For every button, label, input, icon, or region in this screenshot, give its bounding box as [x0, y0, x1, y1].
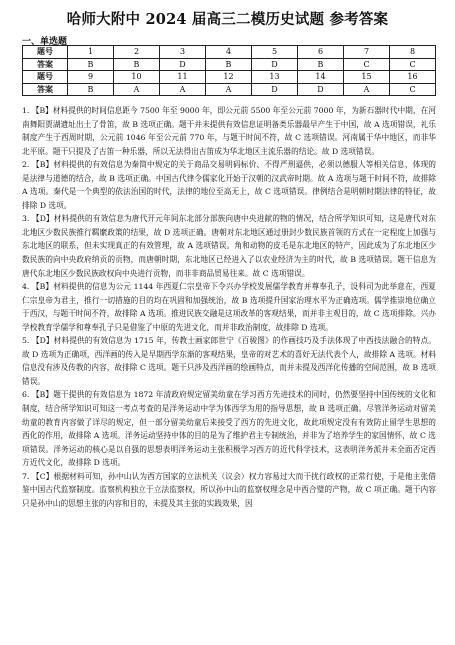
table-cell: D	[160, 58, 206, 71]
table-cell: 13	[252, 71, 298, 84]
table-row	[23, 71, 436, 84]
table-cell: B	[68, 58, 114, 71]
table-row	[23, 83, 436, 96]
explanation-paragraph: 6. 【B】题干提供的有效信息为 1872 年清政府规定留美幼童在学习西方先进技术的同时，仍然要坚持中国传统的文化和制度，结合所学知识可知这一考点考查的是洋务运动中学为体西学为用的指导思想，故 B 选项正确。尽管洋务运动对留美幼童的教育内容做了详尽的规定，但一部分留美幼童后来接受了西方的先进文化，故此项规定没有有效防止留学生思想的西化的作用，故排除 A 选项。洋务运动坚持中体的目的是为了维护君主专制统治，并非为了培养学生的家国情怀，故 C 选项错误。洋务运动的核心是以自强的思想表明洋务运动主张积极学习西方的近代科学技术，这表明洋务派并未全面否定西方近代文化，故排除 D 选项。	[22, 390, 436, 468]
explanation-paragraph: 4. 【B】材料提供的信息为公元 1144 年西夏仁宗皇帝下令兴办学校发展儒学教育并尊奉孔子，设科司为此举意在，西夏仁宗皇帝为君主，推行一切措施的目的均在巩固和加强统治，故 B 选项提升国家治理水平为正确选项。儒学推崇地位确立于西汉，与题干时间不符，故排除 A 选项。推进民族交融是这项改革的客观结果，而并非主观目的，故 C 选项排除。兴办学校教育学儒学和尊奉孔子只是借鉴了中原的先进文化，而并非政治制度，故排除 D 选项。	[22, 282, 436, 332]
explanation-paragraph: 7. 【C】根据材料可知，孙中山认为西方国家的立法机关（议会）权力容易过大而干扰行政权的正常行使，于是他主张借鉴中国古代监察制度。监察机构独立于立法监察权，所以孙中山的监察权理念是中西合璧的产物，故 C 项正确。题干内容只是孙中山的思想主张的内容和目的，未提及其主张的实践效果，因	[22, 471, 436, 508]
row-header: 题号	[23, 46, 68, 59]
table-cell: 16	[390, 71, 436, 84]
table-cell: B	[68, 83, 114, 96]
table-cell: A	[114, 83, 160, 96]
table-cell: C	[390, 83, 436, 96]
table-cell: 5	[252, 46, 298, 59]
table-cell: D	[298, 83, 344, 96]
row-header: 答案	[23, 83, 68, 96]
explanation-paragraph: 5. 【D】材料提供的有效信息为 1715 年，传教士画家郎世宁《百骏图》的作画技巧及手法体现了中西技法融合的特点。故 D 选项为正确项，西洋画的传入是早期西学东渐的客观结果，皇帝的对艺术的喜好无法代表个人，故排除 A 选项。材料信息没有涉及传教的内容，故排除 C 选项。题干只涉及西洋画的绘画特点，而并未提及西洋化传播的空间范围，故 B 选项错误。	[22, 336, 436, 386]
row-header: 答案	[23, 58, 68, 71]
table-row	[23, 58, 436, 71]
row-header: 题号	[23, 71, 68, 84]
table-cell: 9	[68, 71, 114, 84]
table-cell: D	[252, 58, 298, 71]
table-cell: 12	[206, 71, 252, 84]
table-cell: C	[344, 58, 390, 71]
table-cell: 14	[298, 71, 344, 84]
table-cell: 8	[390, 46, 436, 59]
table-cell: D	[252, 83, 298, 96]
table-row	[23, 46, 436, 59]
explanation-paragraph: 2. 【B】材料提供的有效信息为秦简中规定的关于商品交易明码标价、不得严刑逼供，必须以德服人等相关信息，体现的是法律与道德的结合，故 B 选项正确。中国古代律令儒家化开始于汉朝的汉武帝时期。故 A 选项与题干时间不符，故排除 A 选项。秦代是一个典型的依法治国的时代，法律的地位至高无上，故 C 选项错误。律例结合是明朝时期法律的特征，故排除 D 选项。	[22, 160, 436, 210]
table-cell: B	[114, 58, 160, 71]
table-cell: 11	[160, 71, 206, 84]
table-cell: 10	[114, 71, 160, 84]
table-cell: 15	[344, 71, 390, 84]
table-cell: A	[344, 83, 390, 96]
table-cell: 4	[206, 46, 252, 59]
table-cell: B	[298, 58, 344, 71]
page-title: 哈师大附中 2024 届高三二模历史试题 参考答案	[66, 11, 389, 28]
table-cell: 3	[160, 46, 206, 59]
answer-explanations	[22, 104, 436, 510]
table-cell: 7	[344, 46, 390, 59]
table-cell: A	[206, 83, 252, 96]
table-cell: B	[206, 58, 252, 71]
explanation-paragraph: 3. 【D】材料提供的有效信息为唐代开元年间东北部分部族向唐中央进献的物的情况，结合所学知识可知，这是唐代对东北地区少数民族推行羁縻政策的结果，故 D 选项正确。唐朝对东北地区通过册封少数民族首领的方式在一定程度上加强与东北地区的联系，但未实现真正的有效管理，故 A 选项错误。角和动物的皮毛是东北地区的特产，因此成为了东北地区少数民族的向中央政府纳贡的贡物，而唐朝时期，东北地区已经进入了以农业经济为主的时代，故 B 选项错误。题干信息为唐代东北地区少数民族政权向中央进行贡物，而非非商品贸易往来。故 C 选项错误。	[22, 214, 436, 278]
table-cell: C	[390, 58, 436, 71]
section-heading: 一、单选题	[22, 37, 68, 47]
table-cell: 1	[68, 46, 114, 59]
explanation-paragraph: 1. 【B】材料提供的时间信息距今 7500 年至 9000 年，即公元前 5500 年至公元前 7000 年，为新石器时代中期，在河南舞阳贾湖遗址出土了骨笛，故 B 选项正确。题干并未提供有效信息证明备类乐器最早产生于中国，故 A 选项错误，礼乐制度产生于西周时期，公元前 1046 年至公元前 770 年，与题干时间不符，故 C 选项错误。河南属于华中地区，而非华北平原。题干只提及了古笛一种乐器，所以无法得出古笛成为华北地区主流乐器的结论。故 D 选项错误。	[22, 106, 436, 156]
table-cell: 2	[114, 46, 160, 59]
table-cell: A	[160, 83, 206, 96]
answer-table	[22, 45, 436, 96]
table-cell: 6	[298, 46, 344, 59]
